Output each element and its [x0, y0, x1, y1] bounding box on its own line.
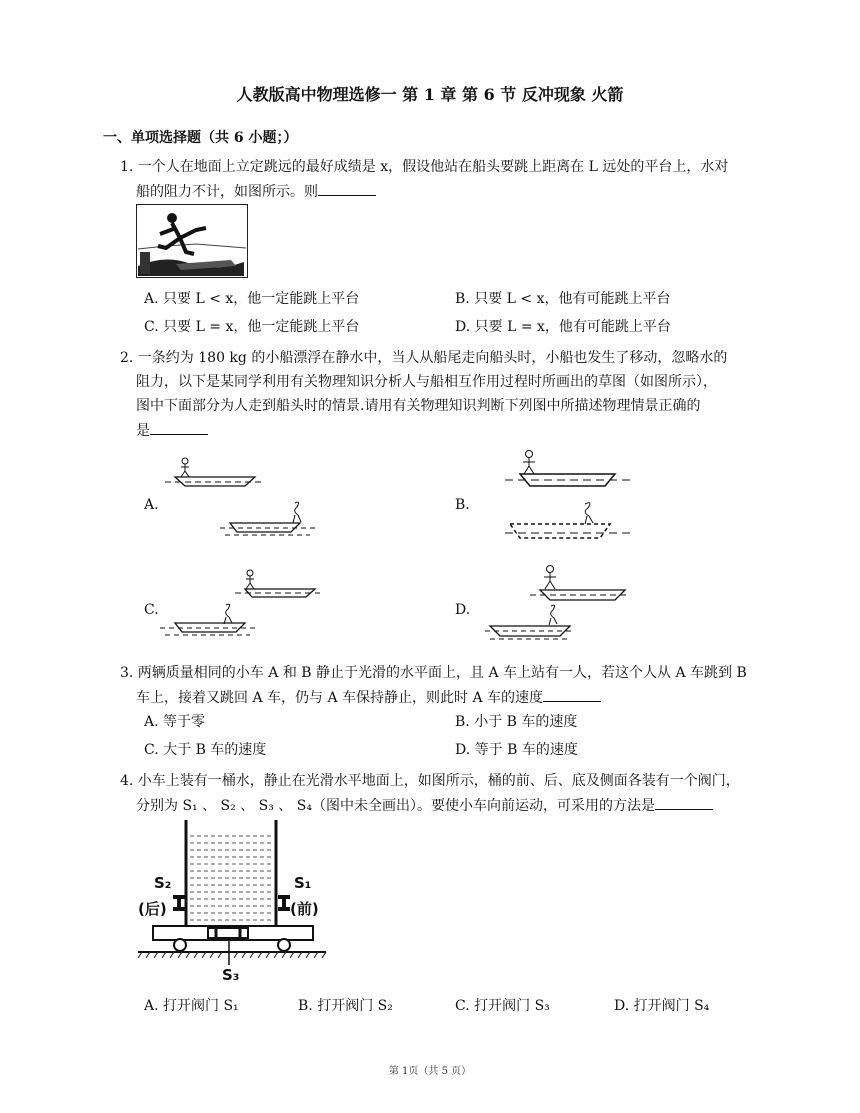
q4-cart-figure [138, 818, 328, 988]
q3-line2: 车上，接着又跳回 A 车，仍与 A 车保持静止，则此时 A 车的速度 [136, 686, 601, 710]
q1-option-b[interactable]: B. 只要 L < x，他有可能跳上平台 [455, 291, 671, 307]
q2-option-a[interactable]: A. [144, 497, 159, 513]
q4-line2: 分别为 S₁ 、 S₂ 、 S₃ 、 S₄（图中未全画出）。要使小车向前运动，可采用的方法是 [136, 794, 713, 818]
valve-s1-label: S₁ [294, 874, 312, 892]
valve-s2-label: S₂ [154, 874, 172, 892]
answer-blank [655, 795, 713, 810]
q4-option-c[interactable]: C. 打开阀门 S₃ [455, 998, 550, 1014]
q1-option-c[interactable]: C. 只要 L = x，他一定能跳上平台 [144, 319, 360, 335]
q2-line3: 图中下面部分为人走到船头时的情景.请用有关物理知识判断下列图中所描述物理情景正确的 [136, 398, 701, 414]
q1-line2: 船的阻力不计，如图所示。则 [136, 180, 376, 204]
q3-option-d[interactable]: D. 等于 B 车的速度 [455, 742, 578, 758]
q2-line4: 是 [136, 419, 208, 443]
q3-option-c[interactable]: C. 大于 B 车的速度 [144, 742, 267, 758]
q1-option-d[interactable]: D. 只要 L = x，他有可能跳上平台 [455, 319, 671, 335]
answer-blank [318, 181, 376, 196]
q2-option-d-diagram [485, 562, 635, 647]
q4-option-a[interactable]: A. 打开阀门 S₁ [144, 998, 239, 1014]
section-heading: 一、单项选择题（共 6 小题；） [103, 130, 298, 146]
q2-option-c-diagram [160, 567, 330, 642]
q4-option-d[interactable]: D. 打开阀门 S₄ [614, 998, 710, 1014]
q2-option-d[interactable]: D. [455, 602, 471, 618]
q4-option-b[interactable]: B. 打开阀门 S₂ [298, 998, 393, 1014]
q2-option-b[interactable]: B. [455, 497, 470, 513]
q2-option-b-diagram [505, 448, 645, 548]
q2-option-c[interactable]: C. [144, 602, 159, 618]
q1-line1: 1. 一个人在地面上立定跳远的最好成绩是 x，假设他站在船头要跳上距离在 L 远处的平台上，水对 [120, 159, 729, 175]
q3-option-a[interactable]: A. 等于零 [144, 714, 206, 730]
q2-line1: 2. 一条约为 180 kg 的小船漂浮在静水中，当人从船尾走向船头时，小船也发生了移动，忽略水的 [120, 350, 728, 366]
rear-label: (后) [138, 900, 167, 918]
q4-line1: 4. 小车上装有一桶水，静止在光滑水平地面上，如图所示，桶的前、后、底及侧面各装有一个阀门， [120, 773, 740, 789]
q3-option-b[interactable]: B. 小于 B 车的速度 [455, 714, 578, 730]
q1-option-a[interactable]: A. 只要 L < x，他一定能跳上平台 [144, 291, 360, 307]
q2-line2: 阻力，以下是某同学利用有关物理知识分析人与船相互作用过程时所画出的草图（如图所示）， [136, 374, 717, 390]
page-footer: 第 1页（共 5 页） [388, 1066, 472, 1077]
page-title: 人教版高中物理选修一 第 1 章 第 6 节 反冲现象 火箭 [236, 85, 624, 104]
valve-s3-label: S₃ [222, 966, 240, 984]
front-label: (前) [290, 900, 319, 918]
q1-jump-illustration [136, 204, 248, 278]
q2-option-a-diagram [165, 455, 325, 545]
answer-blank [543, 687, 601, 702]
answer-blank [150, 420, 208, 435]
q3-line1: 3. 两辆质量相同的小车 A 和 B 静止于光滑的水平面上，且 A 车上站有一人，若这个人从 A 车跳到 B [120, 665, 747, 681]
